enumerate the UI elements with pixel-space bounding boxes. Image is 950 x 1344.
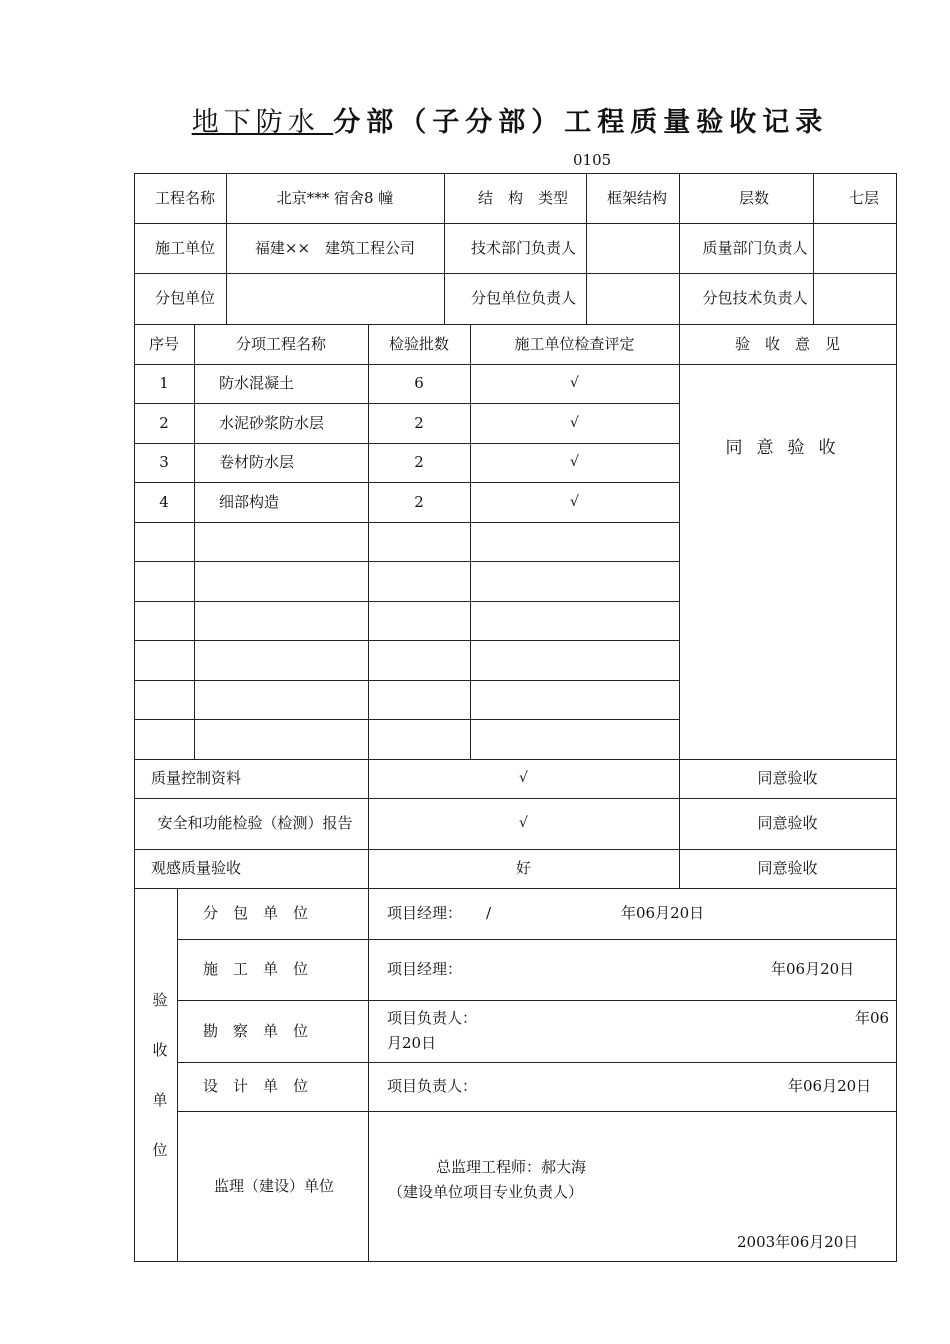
sign-supervisor-label: 监理（建设）单位 [214,1176,335,1195]
summary-label-appearance: 观感质量验收 [151,859,242,877]
row-batches: 2 [414,453,424,471]
sign-supervisor-note: （建设单位项目专业负责人） [388,1183,584,1201]
quality-head-label: 质量部门负责人 [702,238,808,257]
sub-tech-head-value [813,273,896,324]
sign-design-label: 设 计 单 位 [203,1077,309,1095]
row-batches: 2 [414,492,424,511]
subcontractor-label: 分包单位 [154,289,215,307]
sign-supervisor-date: 2003年06月20日 [737,1233,859,1251]
col-header-eval: 施工单位检查评定 [514,334,635,353]
row-eval-check: √ [570,375,579,391]
row-eval-check: √ [570,493,579,510]
row-no: 1 [159,374,169,392]
subcontractor-value [226,273,444,324]
contractor-value: 福建×× 建筑工程公司 [254,238,416,257]
sign-sub-label: 分 包 单 位 [203,904,309,922]
sign-survey-date-a: 年06 [855,1009,890,1027]
sign-sub-date: 年06月20日 [621,904,705,922]
page-title [0,104,950,142]
summary-opinion-quality-docs: 同意验收 [757,769,818,787]
sign-contractor-label: 施 工 单 位 [203,960,309,978]
title-subject: 地下防水 [191,107,334,138]
sign-sub-mark: / [486,904,492,922]
row-name: 细部构造 [219,492,280,511]
form-code: 0105 [573,151,612,169]
summary-label-quality-docs: 质量控制资料 [151,769,242,787]
sign-survey-date-b: 月20日 [387,1034,437,1052]
col-header-opinion: 验 收 意 见 [734,334,840,353]
floors-value: 七层 [849,188,880,207]
summary-check-safety-report: √ [519,815,528,831]
sign-contractor-role: 项目经理： [387,960,463,978]
row-no: 3 [159,453,169,471]
sign-survey-label: 勘 察 单 位 [203,1021,309,1040]
sub-head-value [586,273,679,324]
row-eval-check: √ [570,414,579,431]
row-no: 4 [159,492,169,511]
sign-design-date: 年06月20日 [788,1077,872,1095]
summary-label-safety-report: 安全和功能检验（检测）报告 [157,814,353,832]
tech-head-value [586,223,679,273]
items-opinion: 同意验收 [725,437,850,458]
col-header-name: 分项工程名称 [235,334,326,353]
sub-head-label: 分包单位负责人 [470,289,576,307]
sign-survey-role: 项目负责人： [387,1009,478,1027]
acceptance-group-label: 验收单位 [152,991,168,1159]
col-header-no: 序号 [148,334,179,353]
quality-head-value [813,223,896,273]
structure-type-value: 框架结构 [606,188,667,207]
row-no: 2 [159,413,169,432]
sign-contractor-date: 年06月20日 [771,960,855,978]
sub-tech-head-label: 分包技术负责人 [702,289,808,307]
row-name: 水泥砂浆防水层 [219,413,325,432]
sign-supervisor-role: 总监理工程师：郝大海 [436,1158,587,1176]
project-name-value: 北京*** 宿舍8 幢 [276,188,394,207]
contractor-label: 施工单位 [154,238,215,257]
row-name: 防水混凝土 [219,374,295,392]
structure-type-label: 结 构 类型 [477,188,568,207]
col-header-batches: 检验批数 [388,334,449,353]
sign-design-role: 项目负责人： [387,1077,478,1095]
summary-check-appearance: 好 [515,859,531,877]
summary-opinion-appearance: 同意验收 [757,859,818,877]
tech-head-label: 技术部门负责人 [470,238,576,257]
row-batches: 6 [414,374,424,392]
row-eval-check: √ [570,454,579,470]
row-batches: 2 [414,413,424,432]
sign-sub-role: 项目经理： [387,904,463,922]
title-rest: 分部（子分部）工程质量验收记录 [333,107,829,138]
summary-check-quality-docs: √ [519,770,528,786]
floors-label: 层数 [739,188,770,207]
project-name-label: 工程名称 [154,188,215,207]
summary-opinion-safety-report: 同意验收 [757,814,818,832]
row-name: 卷材防水层 [219,453,295,471]
